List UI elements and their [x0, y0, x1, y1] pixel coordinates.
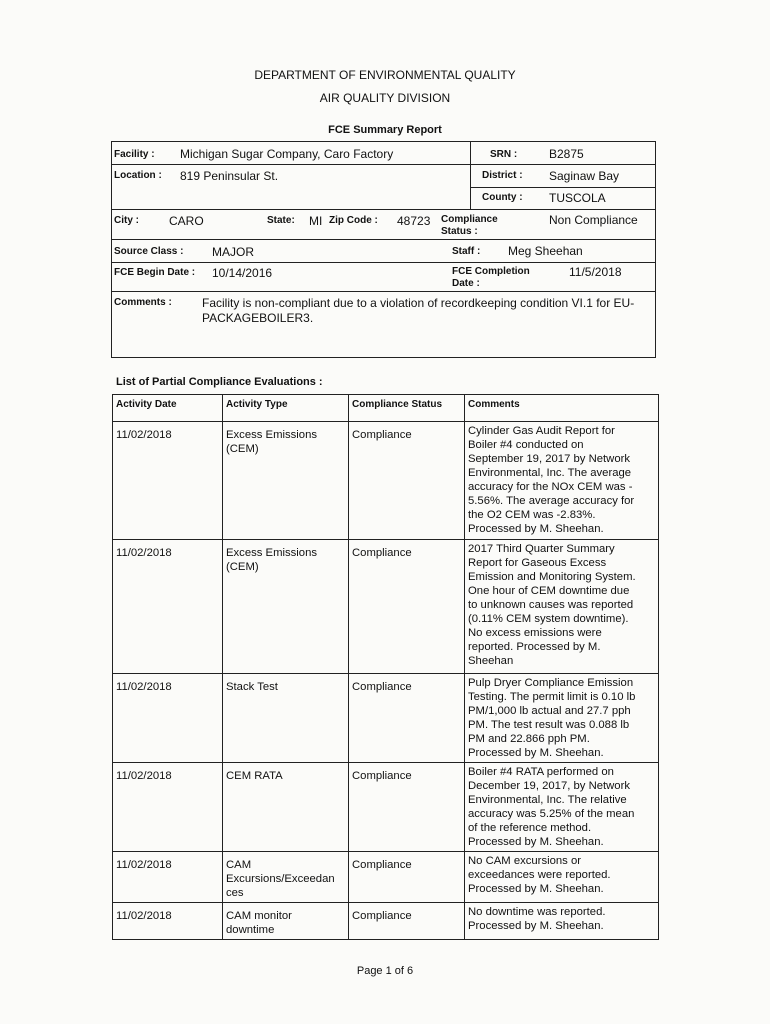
comment-line: PM/1,000 lb actual and 27.7 pph	[468, 705, 631, 717]
activity-type-line: Excess Emissions	[226, 429, 318, 441]
fce-completion-label: FCE Completion	[452, 266, 530, 277]
county-value: TUSCOLA	[549, 191, 606, 205]
srn-value: B2875	[549, 147, 584, 161]
compliance-status-label-2: Status :	[441, 226, 478, 237]
comment-line: (0.11% CEM system downtime).	[468, 613, 629, 625]
comment-line: No downtime was reported.	[468, 906, 606, 918]
compliance-status-cell: Compliance	[349, 422, 465, 540]
comment-line: PM and 22.866 pph PM.	[468, 733, 590, 745]
comments-label: Comments :	[114, 297, 172, 308]
facility-value: Michigan Sugar Company, Caro Factory	[180, 147, 394, 161]
county-label: County :	[482, 192, 523, 203]
comment-line: of the reference method.	[468, 822, 592, 834]
department-heading: DEPARTMENT OF ENVIRONMENTAL QUALITY	[254, 68, 516, 82]
comment-line: exceedances were reported.	[468, 869, 611, 881]
compliance-status-cell: Compliance	[349, 852, 465, 903]
fce-begin-value: 10/14/2016	[212, 266, 273, 280]
comment-line: Processed by M. Sheehan.	[468, 883, 604, 895]
compliance-status-value: Non Compliance	[549, 213, 638, 227]
activity-type-line: (CEM)	[226, 561, 259, 573]
source-class-value: MAJOR	[212, 245, 254, 259]
comment-line: Testing. The permit limit is 0.10 lb	[468, 691, 636, 703]
activity-type-line: CAM monitor	[226, 910, 292, 922]
col-comments: Comments	[465, 395, 659, 422]
comment-line: No excess emissions were	[468, 627, 602, 639]
pce-list-title: List of Partial Compliance Evaluations :	[116, 376, 323, 388]
comments-cell	[465, 674, 659, 763]
comment-line: Processed by M. Sheehan.	[468, 747, 604, 759]
activity-date-cell: 11/02/2018	[113, 422, 223, 540]
activity-date-cell: 11/02/2018	[113, 852, 223, 903]
pce-table	[112, 394, 659, 940]
comment-line: Processed by M. Sheehan.	[468, 523, 604, 535]
activity-type-cell	[223, 763, 349, 852]
activity-type-line: Stack Test	[226, 681, 278, 693]
fce-completion-value: 11/5/2018	[569, 265, 622, 279]
facility-label: Facility :	[114, 149, 155, 160]
zip-value: 48723	[397, 214, 431, 228]
division-heading: AIR QUALITY DIVISION	[319, 91, 451, 105]
table-row	[113, 422, 659, 540]
comment-line: Processed by M. Sheehan.	[468, 836, 604, 848]
zip-label: Zip Code :	[329, 215, 378, 226]
compliance-status-cell: Compliance	[349, 674, 465, 763]
pce-header-row	[113, 395, 659, 422]
comment-line: 5.56%. The average accuracy for	[468, 495, 635, 507]
fce-begin-label: FCE Begin Date :	[114, 267, 196, 278]
comment-line: Emission and Monitoring System.	[468, 571, 636, 583]
comments-line-1: Facility is non-compliant due to a violation of recordkeeping condition VI.1 for EU-	[202, 296, 635, 310]
col-activity-date: Activity Date	[113, 395, 223, 422]
comment-line: Boiler #4 RATA performed on	[468, 766, 614, 778]
srn-label: SRN :	[490, 149, 518, 160]
activity-date-cell: 11/02/2018	[113, 903, 223, 940]
comment-line: Pulp Dryer Compliance Emission	[468, 677, 634, 689]
location-label: Location :	[114, 170, 162, 181]
staff-label: Staff :	[452, 246, 481, 257]
compliance-status-cell: Compliance	[349, 763, 465, 852]
table-row	[113, 674, 659, 763]
comment-line: accuracy for the NOx CEM was -	[468, 481, 633, 493]
comment-line: Boiler #4 conducted on	[468, 439, 584, 451]
comment-line: December 19, 2017, by Network	[468, 780, 631, 792]
table-row	[113, 540, 659, 674]
staff-value: Meg Sheehan	[508, 244, 583, 258]
compliance-status-cell: Compliance	[349, 540, 465, 674]
activity-type-line: Excess Emissions	[226, 547, 318, 559]
activity-type-line: downtime	[226, 924, 275, 936]
comment-line: the O2 CEM was -2.83%.	[468, 509, 596, 521]
comment-line: Environmental, Inc. The average	[468, 467, 632, 479]
comments-cell	[465, 422, 659, 540]
activity-type-line: Excursions/Exceedan	[226, 873, 335, 885]
comment-line: to unknown causes was reported	[468, 599, 634, 611]
comment-line: One hour of CEM downtime due	[468, 585, 630, 597]
city-value: CARO	[169, 214, 204, 228]
location-value: 819 Peninsular St.	[180, 169, 279, 183]
fce-completion-label-2: Date :	[452, 278, 480, 289]
comment-line: PM. The test result was 0.088 lb	[468, 719, 630, 731]
comment-line: Report for Gaseous Excess	[468, 557, 607, 569]
col-activity-type: Activity Type	[223, 395, 349, 422]
source-class-label: Source Class :	[114, 246, 184, 257]
activity-date-cell: 11/02/2018	[113, 763, 223, 852]
comment-line: Processed by M. Sheehan.	[468, 920, 604, 932]
compliance-status-label: Compliance	[441, 214, 498, 225]
activity-type-cell	[223, 852, 349, 903]
comment-line: Environmental, Inc. The relative	[468, 794, 627, 806]
comments-cell	[465, 540, 659, 674]
comment-line: Cylinder Gas Audit Report for	[468, 425, 615, 437]
comments-line-2: PACKAGEBOILER3.	[202, 311, 314, 325]
district-label: District :	[482, 170, 523, 181]
activity-date-cell: 11/02/2018	[113, 540, 223, 674]
activity-type-line: (CEM)	[226, 443, 259, 455]
compliance-status-cell: Compliance	[349, 903, 465, 940]
comment-line: Sheehan	[468, 655, 514, 667]
comments-cell	[465, 852, 659, 903]
activity-type-cell	[223, 540, 349, 674]
state-value: MI	[309, 214, 323, 228]
activity-type-cell	[223, 422, 349, 540]
col-compliance-status: Compliance Status	[349, 395, 465, 422]
table-row	[113, 903, 659, 940]
comment-line: September 19, 2017 by Network	[468, 453, 631, 465]
comment-line: accuracy was 5.25% of the mean	[468, 808, 635, 820]
pce-table-body	[113, 422, 659, 940]
city-label: City :	[114, 215, 139, 226]
table-row	[113, 763, 659, 852]
state-label: State:	[267, 215, 295, 226]
comment-line: No CAM excursions or	[468, 855, 582, 867]
comments-cell	[465, 903, 659, 940]
activity-date-cell: 11/02/2018	[113, 674, 223, 763]
activity-type-line: CAM	[226, 859, 252, 871]
comments-cell	[465, 763, 659, 852]
table-row	[113, 852, 659, 903]
district-value: Saginaw Bay	[549, 169, 620, 183]
report-title: FCE Summary Report	[328, 124, 442, 136]
comment-line: 2017 Third Quarter Summary	[468, 543, 615, 555]
activity-type-line: ces	[226, 887, 244, 899]
activity-type-line: CEM RATA	[226, 770, 283, 782]
activity-type-cell	[223, 674, 349, 763]
comment-line: reported. Processed by M.	[468, 641, 601, 653]
page-number: Page 1 of 6	[356, 965, 414, 977]
activity-type-cell	[223, 903, 349, 940]
